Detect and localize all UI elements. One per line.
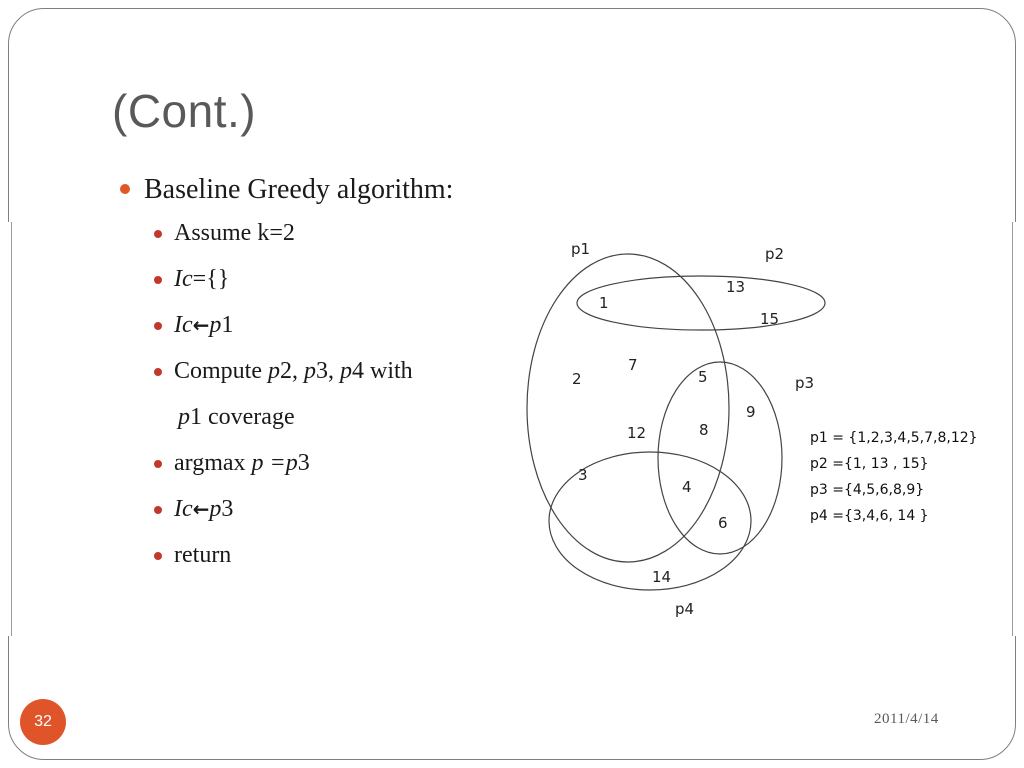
step-text: argmax	[174, 450, 252, 476]
elem-5: 5	[698, 368, 708, 386]
step-text: 1 coverage	[190, 404, 295, 430]
elem-1: 1	[599, 294, 609, 312]
elem-9: 9	[746, 403, 756, 421]
step-init	[120, 264, 453, 310]
set-members: ={1, 13 , 15}	[827, 456, 929, 472]
step-var: p	[268, 358, 280, 384]
right-edge-bar	[1012, 222, 1020, 636]
bullet-main-text: Baseline Greedy algorithm:	[144, 174, 454, 205]
left-arrow-icon: ←	[192, 497, 210, 521]
bullet-main	[120, 172, 453, 218]
elem-6: 6	[718, 514, 728, 532]
step-text: Compute	[174, 358, 268, 384]
elem-3: 3	[578, 466, 588, 484]
step-var: p	[304, 358, 316, 384]
set-def-p2	[810, 454, 978, 480]
set-name: p4	[810, 508, 828, 524]
set-members: = {1,2,3,4,5,7,8,12}	[827, 430, 978, 446]
set-def-p1	[810, 428, 978, 454]
elem-4: 4	[682, 478, 692, 496]
set-name: p1	[810, 430, 828, 446]
page-number-badge: 32	[20, 699, 66, 745]
elem-14: 14	[652, 568, 672, 586]
set-definitions	[810, 428, 978, 532]
label-p1: p1	[571, 240, 591, 258]
set-def-p4	[810, 506, 978, 532]
step-var: p	[285, 450, 298, 476]
label-p3: p3	[795, 374, 815, 392]
step-text: 3,	[316, 358, 340, 384]
step-text: 3	[221, 496, 234, 522]
bullet-list	[120, 172, 453, 586]
elem-15: 15	[760, 310, 780, 328]
step-text: return	[174, 542, 232, 568]
step-return	[120, 540, 453, 586]
step-compute	[120, 356, 453, 402]
step-text: 1	[221, 312, 234, 338]
step-var: p	[209, 312, 222, 338]
step-var: p	[178, 404, 190, 430]
step-assign-p1	[120, 310, 453, 356]
step-text: ={}	[192, 266, 230, 292]
elem-8: 8	[699, 421, 709, 439]
set-def-p3	[810, 480, 978, 506]
step-assign-p3	[120, 494, 453, 540]
left-arrow-icon: ←	[192, 313, 210, 337]
slide-date: 2011/4/14	[874, 711, 939, 727]
step-var: Ic	[174, 266, 193, 292]
set-name: p3	[810, 482, 828, 498]
elem-12: 12	[627, 424, 647, 442]
left-edge-bar	[4, 222, 12, 636]
set-name: p2	[810, 456, 828, 472]
elem-2: 2	[572, 370, 582, 388]
step-var: p	[340, 358, 352, 384]
step-var: p	[209, 496, 222, 522]
label-p4: p4	[675, 600, 695, 618]
step-argmax	[120, 448, 453, 494]
elem-13: 13	[726, 278, 746, 296]
step-var: p	[251, 450, 264, 476]
step-text: 3	[297, 450, 310, 476]
label-p2: p2	[765, 245, 785, 263]
step-var: Ic	[174, 312, 193, 338]
step-compute-cont	[120, 402, 453, 448]
elem-7: 7	[628, 356, 638, 374]
step-text: =	[263, 450, 286, 476]
step-text: 2,	[280, 358, 304, 384]
set-members: ={4,5,6,8,9}	[827, 482, 925, 498]
slide-title: (Cont.)	[112, 85, 257, 137]
set-members: ={3,4,6, 14 }	[827, 508, 929, 524]
step-var: Ic	[174, 496, 193, 522]
step-assume	[120, 218, 453, 264]
step-text: 4 with	[352, 358, 413, 384]
step-text: Assume k=2	[174, 220, 295, 246]
